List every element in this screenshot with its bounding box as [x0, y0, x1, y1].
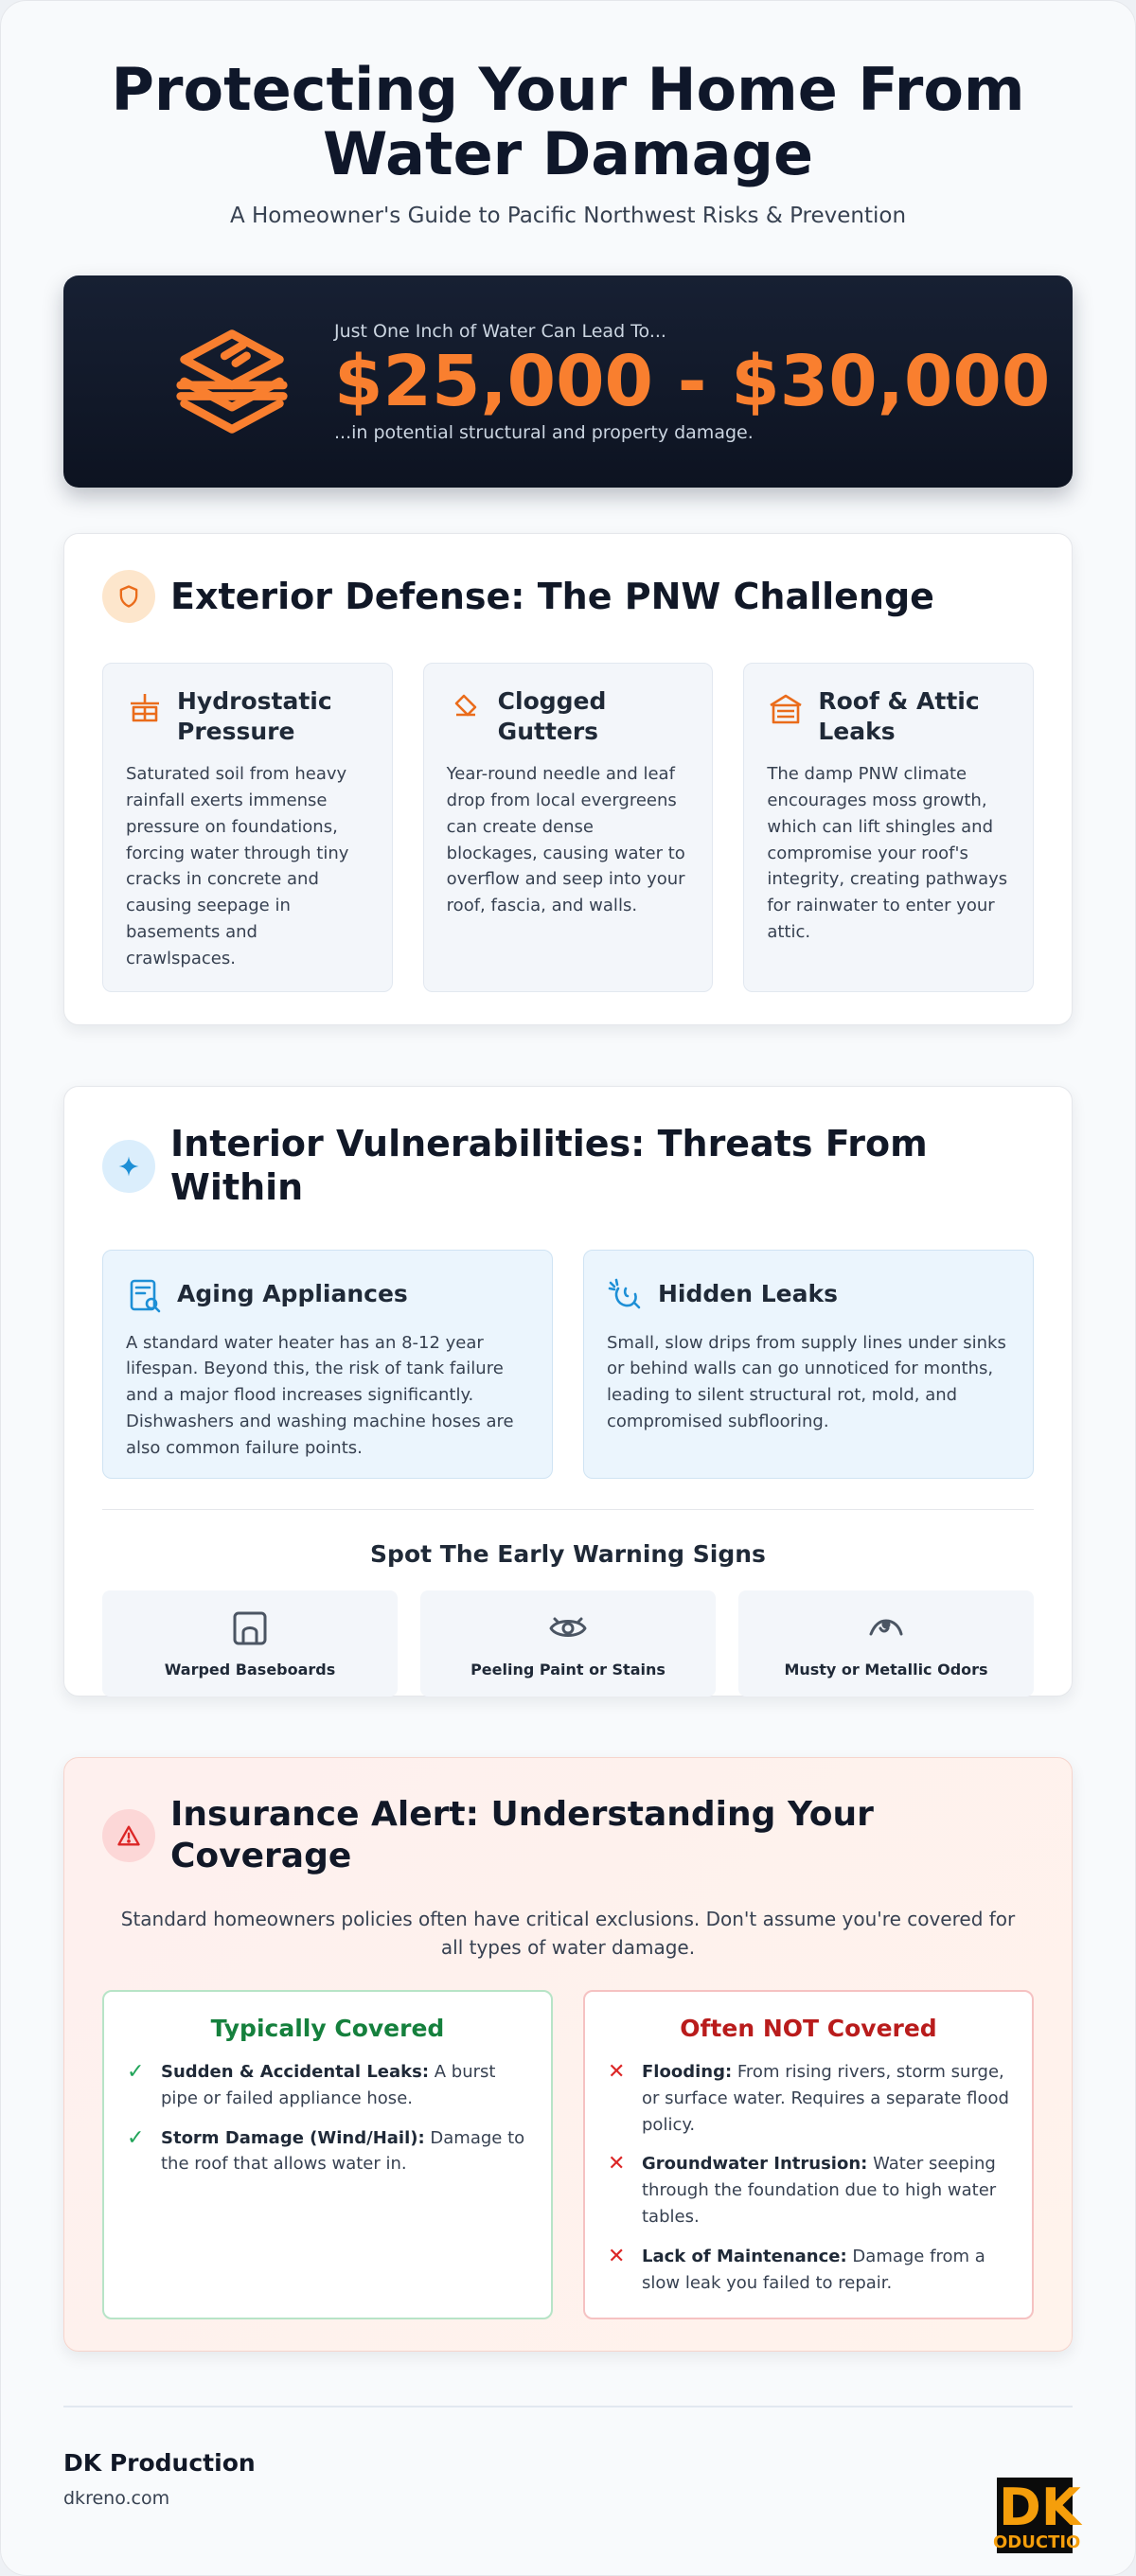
warning-sign-label: Musty or Metallic Odors — [784, 1661, 988, 1679]
eye-icon — [547, 1608, 589, 1649]
insurance-title: Insurance Alert: Understanding Your Coverage — [170, 1795, 874, 1875]
hero-post: ...in potential structural and property damage. — [334, 422, 754, 444]
footer-site-link[interactable]: dkreno.com — [63, 2488, 170, 2509]
section-divider — [102, 1509, 1034, 1510]
exterior-item-title: Hydrostatic Pressure — [177, 687, 332, 745]
footer-brand-block — [63, 2449, 256, 2509]
logo-subtext: ODUCTIO — [993, 2532, 1081, 2552]
gutter-icon — [447, 690, 485, 728]
check-icon: ✓ — [127, 2059, 145, 2084]
not-covered-title: Often NOT Covered — [680, 2014, 937, 2042]
coverage-grid — [102, 1990, 1034, 2319]
exterior-item-title: Roof & Attic Leaks — [818, 687, 980, 745]
coverage-label: Flooding: — [642, 2061, 733, 2082]
coverage-text: Damage to the roof that allows water in. — [161, 2127, 525, 2175]
list-item — [608, 2059, 1009, 2139]
interior-title: Interior Vulnerabilities: Threats From Within — [170, 1123, 928, 1208]
page-subtitle: A Homeowner's Guide to Pacific Northwest Risks & Prevention — [229, 204, 907, 229]
list-item — [608, 2151, 1009, 2230]
warning-sign-paint — [420, 1590, 716, 1697]
coverage-text: Damage from a slow leak you failed to repair. — [642, 2247, 985, 2293]
warning-sign-label: Warped Baseboards — [164, 1661, 336, 1679]
exterior-item-title: Clogged Gutters — [497, 687, 607, 745]
exterior-item-text: Saturated soil from heavy rainfall exerts immense pressure on foundations, forcing water through tiny cracks in concrete and causing seepage in basements and crawlspaces. — [126, 763, 349, 969]
interior-item-title: Aging Appliances — [177, 1279, 408, 1307]
house-flood-icon — [173, 323, 291, 440]
insurance-intro: Standard homeowners policies often have critical exclusions. Don't assume you're covered for all types of water damage. — [120, 1907, 1016, 1959]
exterior-header — [102, 570, 1034, 623]
roof-icon — [767, 690, 805, 728]
interior-header — [102, 1123, 1034, 1209]
list-item — [127, 2125, 528, 2178]
coverage-text: Water seeping through the foundation due to high water tables. — [642, 2154, 997, 2228]
coverage-label: Storm Damage (Wind/Hail): — [161, 2127, 425, 2148]
list-item — [127, 2059, 528, 2112]
leak-icon — [607, 1277, 645, 1315]
warning-sign-baseboards — [102, 1590, 398, 1697]
hero-amount: $25,000 - $30,000 — [334, 340, 1051, 422]
interior-item-text: Small, slow drips from supply lines under sinks or behind walls can go unnoticed for months, leading to silent structural rot, mold, and compromised subflooring. — [607, 1332, 1006, 1432]
coverage-text: From rising rivers, storm surge, or surface water. Requires a separate flood policy. — [642, 2061, 1009, 2135]
cross-icon: ✕ — [608, 2245, 626, 2269]
coverage-label: Lack of Maintenance: — [642, 2247, 847, 2267]
not-covered-list — [608, 2059, 1009, 2297]
warning-sign-odors — [738, 1590, 1034, 1697]
interior-item-leaks — [583, 1250, 1034, 1479]
interior-section — [63, 1086, 1073, 1697]
water-pressure-icon — [126, 690, 164, 728]
interior-grid — [102, 1250, 1034, 1479]
interior-item-appliances — [102, 1250, 553, 1479]
exterior-grid — [102, 663, 1034, 992]
logo-text: DK — [999, 2478, 1081, 2537]
brand-logo — [993, 2478, 1081, 2553]
exterior-section — [63, 533, 1073, 1025]
nose-icon — [865, 1608, 907, 1649]
check-icon: ✓ — [127, 2125, 145, 2150]
warning-sign-label: Peeling Paint or Stains — [470, 1661, 666, 1679]
warning-icon — [102, 1809, 155, 1862]
list-item — [608, 2244, 1009, 2297]
coverage-text: A burst pipe or failed appliance hose. — [161, 2061, 496, 2108]
sparkle-icon — [102, 1140, 155, 1193]
coverage-label: Sudden & Accidental Leaks: — [161, 2061, 430, 2082]
warning-signs-list — [102, 1590, 1034, 1697]
exterior-item-text: Year-round needle and leaf drop from local evergreens can create dense blockages, causing water to overflow and seep into your roof, fascia, and walls. — [446, 763, 685, 916]
exterior-item-text: The damp PNW climate encourages moss growth, which can lift shingles and compromise your roof's integrity, creating pathways for rainwater to enter your attic. — [767, 763, 1008, 943]
appliance-search-icon — [126, 1277, 164, 1315]
baseboard-icon — [229, 1608, 271, 1649]
cross-icon: ✕ — [608, 2059, 626, 2084]
interior-item-text: A standard water heater has an 8-12 year lifespan. Beyond this, the risk of tank failure and a major flood increases significantly. Dishwashers and washing machine hoses are also common failure points. — [126, 1332, 514, 1459]
cross-icon: ✕ — [608, 2152, 626, 2176]
exterior-item-hydrostatic — [102, 663, 393, 992]
footer — [63, 2406, 1081, 2553]
covered-panel — [102, 1990, 553, 2319]
hero-text — [334, 321, 1050, 444]
covered-list — [127, 2059, 528, 2178]
covered-title: Typically Covered — [210, 2014, 445, 2042]
coverage-label: Groundwater Intrusion: — [642, 2154, 868, 2175]
insurance-header — [102, 1794, 1034, 1875]
exterior-item-gutters — [423, 663, 714, 992]
exterior-title: Exterior Defense: The PNW Challenge — [170, 575, 934, 617]
footer-brand: DK Production — [63, 2449, 256, 2477]
shield-icon — [102, 570, 155, 623]
hero-banner — [63, 275, 1073, 488]
warning-signs-title: Spot The Early Warning Signs — [370, 1539, 766, 1568]
interior-item-title: Hidden Leaks — [658, 1279, 839, 1307]
exterior-item-roof — [743, 663, 1034, 992]
not-covered-panel — [583, 1990, 1034, 2319]
insurance-section — [63, 1757, 1073, 2352]
page-title: Protecting Your Home From Water Damage — [111, 55, 1025, 189]
hero-pre: Just One Inch of Water Can Lead To... — [334, 320, 666, 342]
